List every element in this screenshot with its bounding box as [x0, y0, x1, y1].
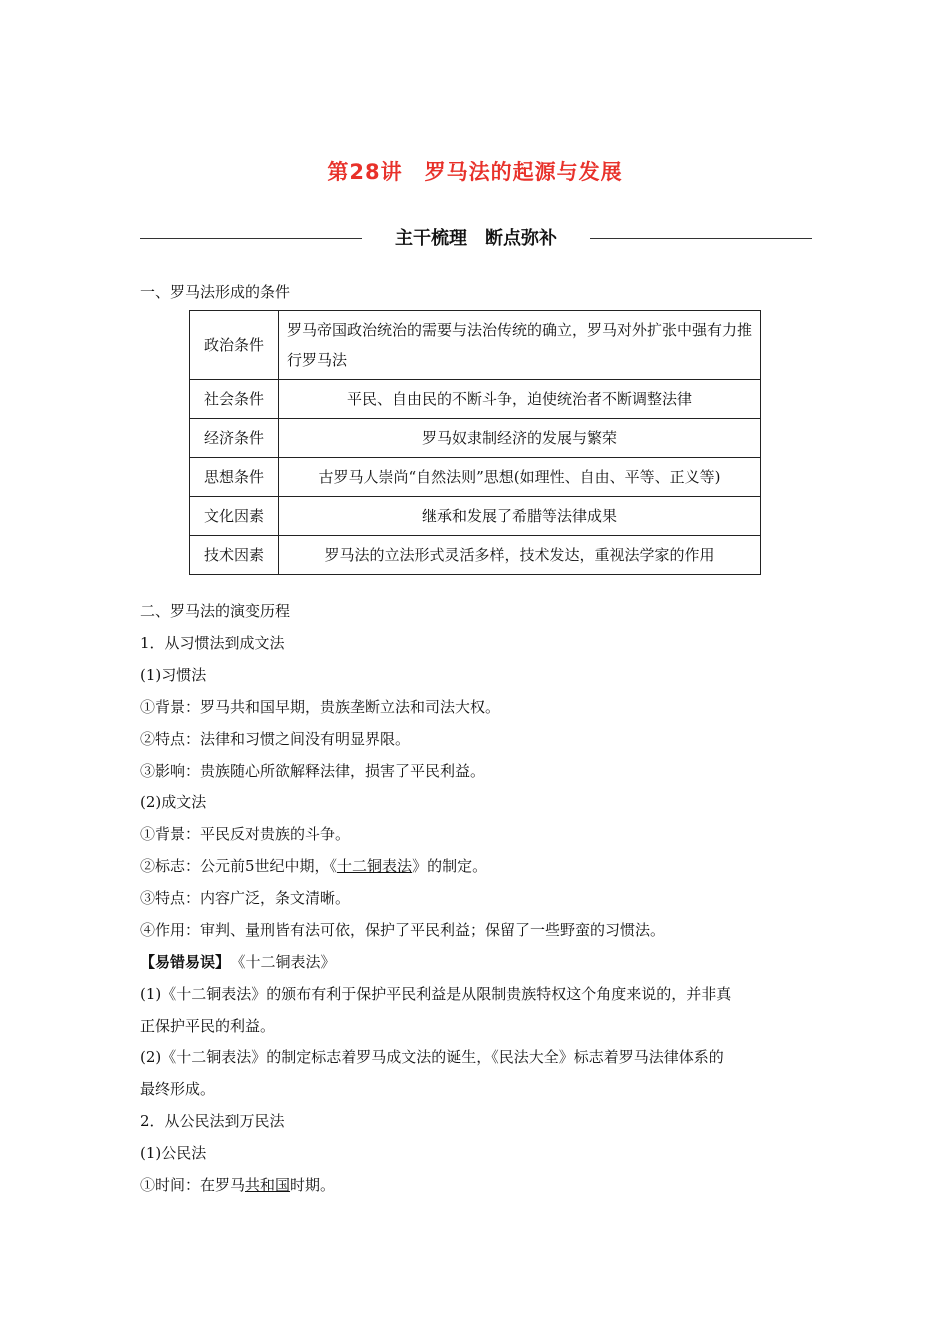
table-row — [190, 380, 761, 419]
row-label: 文化因素 — [190, 497, 279, 536]
row-content: 古罗马人崇尚“自然法则”思想(如理性、自由、平等、正义等) — [279, 458, 761, 497]
error-point1-line1: (1)《十二铜表法》的颁布有利于保护平民利益是从限制贵族特权这个角度来说的，并非真 — [140, 985, 732, 1003]
sign-prefix: ②标志：公元前5世纪中期，《 — [140, 857, 338, 875]
row-content: 平民、自由民的不断斗争，迫使统治者不断调整法律 — [279, 380, 761, 419]
part2-heading: 二、罗马法的演变历程 — [140, 602, 291, 620]
time-suffix: 时期。 — [290, 1176, 336, 1194]
civil-law-heading: (1)公民法 — [140, 1144, 207, 1162]
custom-law-feature: ②特点：法律和习惯之间没有明显界限。 — [140, 730, 411, 748]
custom-law-impact: ③影响：贵族随心所欲解释法律，损害了平民利益。 — [140, 762, 486, 780]
row-label: 经济条件 — [190, 419, 279, 458]
time-prefix: ①时间：在罗马 — [140, 1176, 246, 1194]
conditions-table — [189, 310, 761, 575]
table-row — [190, 458, 761, 497]
row-content: 罗马帝国政治统治的需要与法治传统的确立，罗马对外扩张中强有力推行罗马法 — [279, 311, 761, 380]
error-note-topic: 《十二铜表法》 — [238, 953, 336, 971]
row-label: 政治条件 — [190, 311, 279, 380]
written-law-sign — [140, 856, 487, 876]
sub1-heading: 1．从习惯法到成文法 — [140, 634, 285, 652]
republic-link: 共和国 — [245, 1176, 291, 1194]
custom-law-background: ①背景：罗马共和国早期，贵族垄断立法和司法大权。 — [140, 698, 501, 716]
row-label: 思想条件 — [190, 458, 279, 497]
section-banner — [140, 224, 812, 254]
table-row — [190, 419, 761, 458]
written-law-heading: (2)成文法 — [140, 793, 207, 811]
sign-suffix: 》的制定。 — [412, 857, 488, 875]
banner-divider-right — [590, 238, 812, 239]
table-row — [190, 311, 761, 380]
written-law-feature: ③特点：内容广泛，条文清晰。 — [140, 889, 351, 907]
sub2-heading: 2．从公民法到万民法 — [140, 1112, 285, 1130]
banner-title: 主干梳理 断点弥补 — [395, 228, 557, 249]
error-point1-line2: 正保护平民的利益。 — [140, 1017, 276, 1035]
twelve-tables-link: 十二铜表法 — [337, 857, 413, 875]
part1-heading: 一、罗马法形成的条件 — [140, 283, 291, 301]
row-content: 继承和发展了希腊等法律成果 — [279, 497, 761, 536]
row-content: 罗马法的立法形式灵活多样，技术发达，重视法学家的作用 — [279, 536, 761, 575]
row-label: 社会条件 — [190, 380, 279, 419]
error-note-header — [140, 952, 336, 972]
error-point2-line1: (2)《十二铜表法》的制定标志着罗马成文法的诞生，《民法大全》标志着罗马法律体系的 — [140, 1048, 724, 1066]
page-title: 第28讲 罗马法的起源与发展 — [327, 160, 623, 184]
error-point2-line2: 最终形成。 — [140, 1080, 216, 1098]
table-row — [190, 497, 761, 536]
table-row — [190, 536, 761, 575]
written-law-role: ④作用：审判、量刑皆有法可依，保护了平民利益；保留了一些野蛮的习惯法。 — [140, 921, 666, 939]
custom-law-heading: (1)习惯法 — [140, 666, 207, 684]
civil-law-time — [140, 1175, 335, 1195]
row-label: 技术因素 — [190, 536, 279, 575]
row-content: 罗马奴隶制经济的发展与繁荣 — [279, 419, 761, 458]
error-note-tag: 【易错易误】 — [140, 953, 231, 971]
written-law-background: ①背景：平民反对贵族的斗争。 — [140, 825, 351, 843]
banner-divider-left — [140, 238, 362, 239]
